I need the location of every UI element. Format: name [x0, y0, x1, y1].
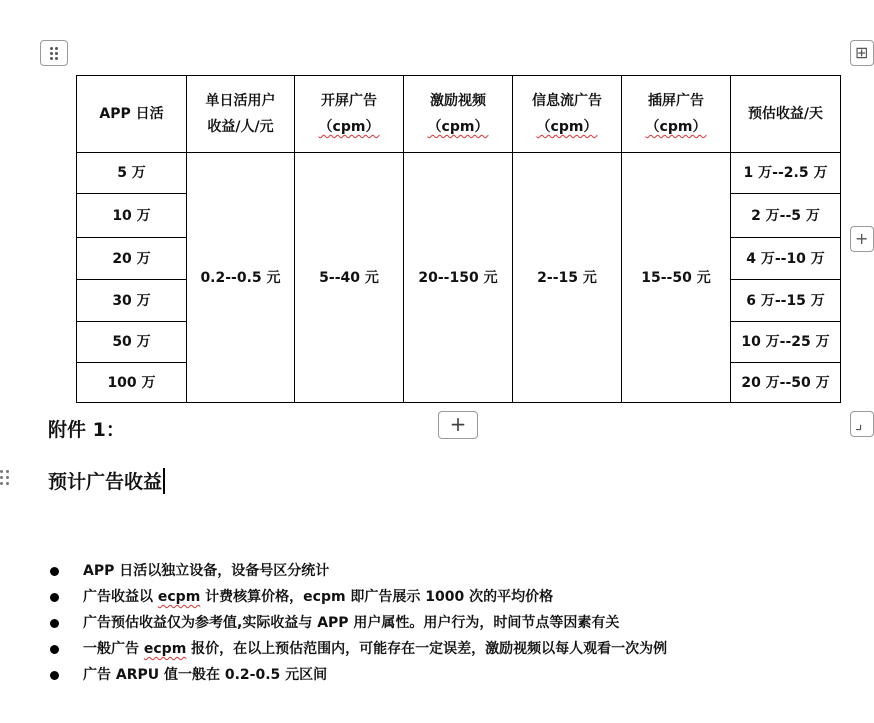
- drag-grip-icon: [50, 47, 58, 60]
- header-cell-interstitial-ad: 插屏广告 （cpm）: [622, 76, 731, 153]
- dau-cell: 5 万: [77, 153, 187, 194]
- header-cell-dau: APP 日活: [77, 76, 187, 153]
- section-title[interactable]: 预计广告收益: [48, 467, 165, 494]
- dau-cell: 30 万: [77, 280, 187, 322]
- resize-corner-icon[interactable]: ⌟: [850, 411, 874, 437]
- header-cell-feed-ad: 信息流广告 （cpm）: [513, 76, 622, 153]
- header-cell-revenue-per-user: 单日活用户 收益/人/元: [187, 76, 295, 153]
- interstitial-cpm-cell: 15--50 元: [622, 153, 731, 403]
- revenue-per-user-cell: 0.2--0.5 元: [187, 153, 295, 403]
- estimated-daily-cell: 4 万--10 万: [731, 238, 841, 280]
- appendix-label: 附件 1：: [48, 419, 125, 441]
- estimated-daily-cell: 10 万--25 万: [731, 322, 841, 363]
- text-cursor: [163, 468, 165, 494]
- ad-revenue-table: [76, 75, 841, 403]
- block-drag-handle-icon[interactable]: [0, 470, 9, 485]
- add-column-button[interactable]: +: [850, 226, 874, 252]
- estimated-daily-cell: 6 万--15 万: [731, 280, 841, 322]
- bullet-icon: [50, 671, 59, 680]
- bullet-icon: [50, 619, 59, 628]
- header-cell-splash-ad: 开屏广告 （cpm）: [295, 76, 404, 153]
- table-header-row: [77, 76, 841, 153]
- splash-cpm-cell: 5--40 元: [295, 153, 404, 403]
- bullet-icon: [50, 645, 59, 654]
- dau-cell: 50 万: [77, 322, 187, 363]
- dau-cell: 20 万: [77, 238, 187, 280]
- notes-list: [48, 560, 667, 690]
- rewarded-video-cpm-cell: 20--150 元: [404, 153, 513, 403]
- table-handle-button[interactable]: [40, 40, 68, 66]
- dau-cell: 10 万: [77, 194, 187, 238]
- bullet-icon: [50, 567, 59, 576]
- list-item: 广告预估收益仅为参考值,实际收益与 APP 用户属性。用户行为，时间节点等因素有关: [48, 612, 667, 638]
- estimated-daily-cell: 20 万--50 万: [731, 363, 841, 403]
- list-item: 广告收益以 ecpm 计费核算价格，ecpm 即广告展示 1000 次的平均价格: [48, 586, 667, 612]
- header-cell-rewarded-video: 激励视频 （cpm）: [404, 76, 513, 153]
- feed-cpm-cell: 2--15 元: [513, 153, 622, 403]
- dau-cell: 100 万: [77, 363, 187, 403]
- table-layout-icon[interactable]: ⊞: [850, 40, 874, 66]
- list-item: 广告 ARPU 值一般在 0.2-0.5 元区间: [48, 664, 667, 690]
- bullet-icon: [50, 593, 59, 602]
- estimated-daily-cell: 1 万--2.5 万: [731, 153, 841, 194]
- estimated-daily-cell: 2 万--5 万: [731, 194, 841, 238]
- table-row: [77, 153, 841, 194]
- list-item: APP 日活以独立设备，设备号区分统计: [48, 560, 667, 586]
- add-row-button[interactable]: +: [438, 411, 478, 439]
- header-cell-estimated-revenue: 预估收益/天: [731, 76, 841, 153]
- list-item: 一般广告 ecpm 报价，在以上预估范围内，可能存在一定误差，激励视频以每人观看一次为例: [48, 638, 667, 664]
